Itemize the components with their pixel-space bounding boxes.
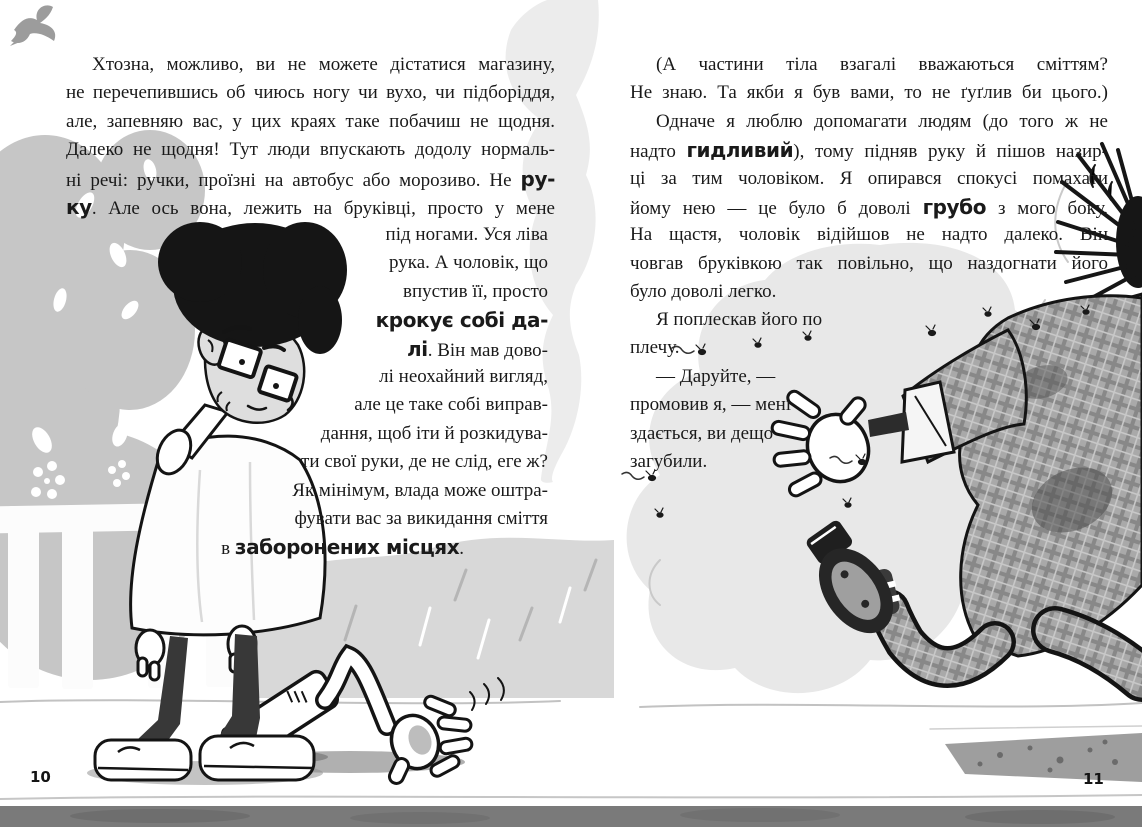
text-segment: але це таке собі виправ- [354, 394, 548, 416]
text-segment: човгав бруківкою так повільно, що наздогнати його [630, 252, 1108, 274]
text-line [630, 79, 1108, 107]
hand-lettered-word: ку [66, 194, 92, 219]
text-segment: Як мінімум, влада може оштра- [292, 479, 548, 501]
gravel-patch [945, 733, 1142, 782]
text-segment: . Він мав дово- [427, 339, 548, 361]
text-line [216, 505, 548, 533]
text-line [66, 108, 555, 136]
man-front-leg [1055, 630, 1142, 678]
text-line [66, 79, 555, 107]
text-line [216, 420, 548, 448]
text-segment: (А частини тіла взагалі вважаються сміттям? [656, 54, 1108, 75]
text-line [216, 335, 548, 363]
text-line [630, 306, 880, 334]
text-line [216, 249, 548, 277]
right-page-paragraph-top [630, 51, 1108, 307]
text-line [216, 306, 548, 334]
text-line [630, 51, 1108, 79]
text-segment: ці за тим чоловіком. Я опирався спокусі помахати [630, 167, 1108, 189]
text-line [630, 334, 880, 362]
text-segment: з мого боку. [986, 197, 1108, 219]
text-line [630, 221, 1108, 249]
text-segment: — Даруйте, — [656, 365, 776, 387]
left-page-paragraph-top [66, 51, 555, 221]
text-line [216, 477, 548, 505]
hand-lettered-word: крокує собі да- [375, 308, 548, 333]
road-strip [0, 806, 1142, 827]
text-line [630, 391, 880, 419]
text-segment: ні речі: ручки, проїзні на автобус або морозиво. Не [66, 169, 521, 191]
text-segment: під ногами. Уся ліва [385, 224, 548, 245]
hand-lettered-word: гидливий [686, 138, 794, 163]
text-segment: здається, ви дещо [630, 422, 774, 444]
text-line [630, 250, 1108, 278]
text-line [216, 221, 548, 249]
text-segment: Не знаю. Та якби я був вами, то не ґуґлив би цього.) [630, 82, 1108, 104]
text-line [630, 165, 1108, 193]
hand-lettered-word: ру- [520, 166, 555, 191]
text-line [216, 391, 548, 419]
text-segment: дання, щоб іти й розкидува- [320, 422, 548, 444]
text-segment: було доволі легко. [630, 281, 777, 303]
text-line [66, 51, 555, 79]
text-segment: надто [630, 141, 687, 163]
text-segment: в [221, 538, 235, 560]
left-page-number: 10 [30, 768, 51, 786]
text-segment: фувати вас за викидання сміття [294, 507, 548, 529]
text-line [630, 420, 880, 448]
text-line [216, 533, 548, 561]
text-line [630, 448, 880, 476]
text-segment: ), тому підняв руку й пішов назир- [793, 141, 1108, 163]
text-line [216, 278, 548, 306]
text-segment: Я поплескав його по [656, 309, 823, 330]
text-segment: загубили. [630, 450, 708, 472]
bird-icon [10, 5, 55, 46]
text-segment: Одначе я люблю допомагати людям (до того ж не [656, 110, 1108, 132]
text-line [66, 165, 555, 193]
hand-lettered-word: грубо [922, 194, 987, 219]
text-segment: рука. А чоловік, що [389, 252, 548, 274]
text-segment: лі неохайний вигляд, [379, 365, 548, 387]
text-segment: йому нею — це було б доволі [630, 197, 923, 219]
text-segment: Далеко не щодня! Тут люди впускають додолу нормаль- [66, 139, 555, 161]
text-segment: впустив її, просто [403, 280, 548, 302]
text-line [216, 448, 548, 476]
text-line [630, 108, 1108, 136]
boy-sneakers [95, 736, 314, 780]
hand-lettered-word: заборонених місцях [234, 535, 460, 560]
text-line [66, 136, 555, 164]
left-page-paragraph-wrap [216, 221, 548, 562]
right-page-paragraph-wrap [630, 306, 880, 476]
text-line [630, 136, 1108, 164]
text-segment: промовив я, — мені [630, 394, 792, 416]
hand-lettered-word: лі [407, 336, 428, 361]
text-segment: не перечепившись об чиюсь ногу чи вухо, чи підборіддя, [66, 82, 555, 104]
text-segment: . Але ось вона, лежить на бруківці, просто у мене [91, 197, 555, 219]
text-line [630, 278, 1108, 306]
text-segment: але, запевняю вас, у цих краях таке побачиш не щодня. [66, 110, 555, 132]
text-line [66, 193, 555, 221]
text-segment: плечу. [630, 337, 680, 359]
text-segment: Хтозна, можливо, ви не можете дістатися магазину, [92, 54, 555, 75]
text-segment: ти свої руки, де не слід, еге ж? [301, 451, 548, 473]
right-page-number: 11 [1083, 770, 1104, 788]
text-line [630, 193, 1108, 221]
text-line [216, 363, 548, 391]
text-segment: На щастя, чоловік відійшов не надто далеко. Він [630, 224, 1108, 246]
text-segment: . [459, 538, 464, 560]
text-line [630, 363, 880, 391]
